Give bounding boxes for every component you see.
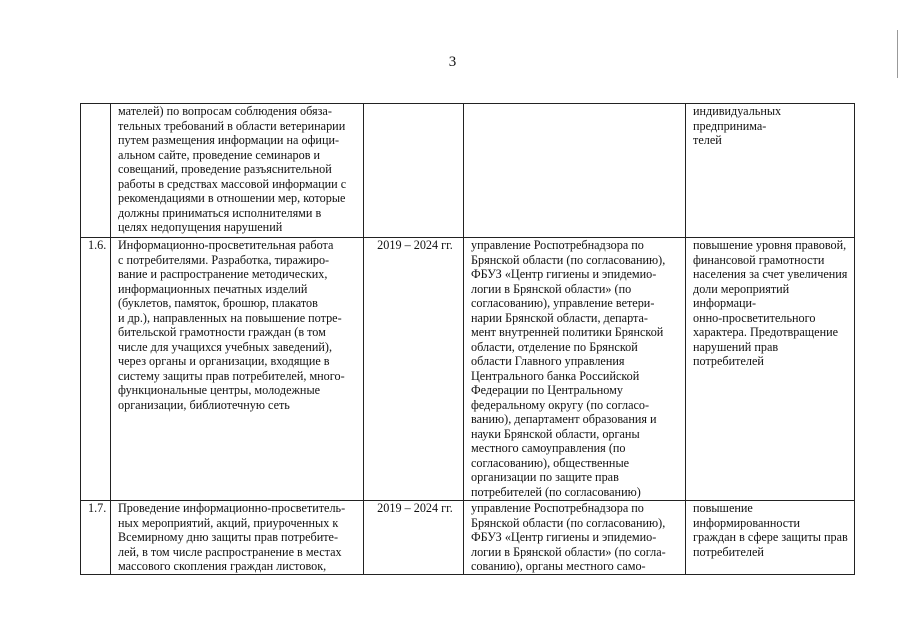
event-dates [364, 104, 464, 238]
table-row [81, 238, 855, 501]
expected-result: индивидуальных предпринима- телей [686, 104, 855, 238]
scan-edge-mark [897, 30, 898, 78]
row-number: 1.6. [81, 238, 111, 501]
page-number: 3 [448, 54, 457, 70]
table-row [81, 104, 855, 238]
event-description: Информационно-просветительная работа с потребителями. Разработка, тиражиро- вание и распространение методических, информационных печатных изделий (буклетов, памяток, брошюр, плакатов и др.), направленных на повышение потре- бительской грамотности граждан (в том числе для учащихся учебных заведений), через органы и организации, входящие в систему защиты прав потребителей, много- функциональные центры, молодежные организации, библиотечную сеть [111, 238, 364, 501]
event-description: мателей) по вопросам соблюдения обяза- тельных требований в области ветеринарии путем размещения информации на офици- альном сайте, проведение семинаров и совещаний, проведение разъяснительной работы в средствах массовой информации с рекомендациями в отношении мер, которые должны приниматься исполнителями в целях недопущения нарушений [111, 104, 364, 238]
expected-result: повышение информированности граждан в сфере защиты прав потребителей [686, 501, 855, 575]
row-number: 1.7. [81, 501, 111, 575]
expected-result: повышение уровня правовой, финансовой грамотности населения за счет увеличения доли мероприятий информаци- онно-просветительного характера. Предотвращение нарушений прав потребителей [686, 238, 855, 501]
event-executors: управление Роспотребнадзора по Брянской области (по согласованию), ФБУЗ «Центр гигиены и эпидемио- логии в Брянской области» (по согласованию), управление ветери- нарии Брянской области, департа- мент внутренней политики Брянской области, отделение по Брянской области Главного управления Центрального банка Российской Федерации по Центральному федеральному округу (по согласо- ванию), департамент образования и науки Брянской области, органы местного самоуправления (по согласованию), общественные организации по защите прав потребителей (по согласованию) [464, 238, 686, 501]
event-executors [464, 104, 686, 238]
row-number [81, 104, 111, 238]
measures-table [80, 103, 855, 575]
event-description: Проведение информационно-просветитель- ных мероприятий, акций, приуроченных к Всемирному дню защиты прав потребите- лей, в том числе распространение в местах массового скопления граждан листовок, [111, 501, 364, 575]
event-dates: 2019 – 2024 гг. [364, 501, 464, 575]
event-dates: 2019 – 2024 гг. [364, 238, 464, 501]
table-row [81, 501, 855, 575]
event-executors: управление Роспотребнадзора по Брянской области (по согласованию), ФБУЗ «Центр гигиены и эпидемио- логии в Брянской области» (по согла- сованию), органы местного само- [464, 501, 686, 575]
